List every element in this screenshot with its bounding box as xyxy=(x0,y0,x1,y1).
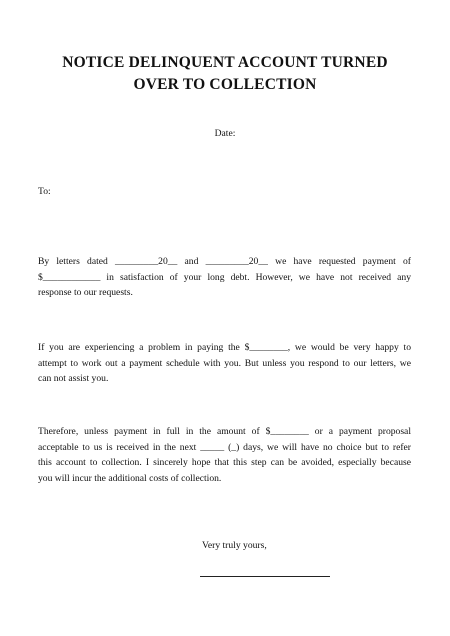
paragraph-2-line-3: can not assist you. xyxy=(38,373,109,384)
paragraph-collection xyxy=(38,424,411,486)
paragraph-3-line-4: you will incur the additional costs of collection. xyxy=(38,472,222,484)
paragraph-letters xyxy=(38,254,411,301)
paragraph-problem xyxy=(38,340,411,387)
paragraph-3-line-1: Therefore, unless payment in full in the amount of $________ or a payment proposal xyxy=(38,426,411,437)
to-label: To: xyxy=(38,186,51,197)
paragraph-2-line-1: If you are experiencing a problem in paying the $________, we would be very happy to xyxy=(38,342,411,353)
paragraph-1-line-1: By letters dated _________20__ and _________20__ we have requested payment of xyxy=(38,256,411,267)
paragraph-1-line-2: $____________ in satisfaction of your long debt. However, we have not received any xyxy=(38,271,411,283)
date-label: Date: xyxy=(214,128,236,139)
title-line-2: OVER TO COLLECTION xyxy=(133,76,317,93)
document-title xyxy=(0,52,450,96)
closing-salutation: Very truly yours, xyxy=(202,540,267,551)
title-line-1: NOTICE DELINQUENT ACCOUNT TURNED xyxy=(62,54,388,71)
paragraph-2-line-2: attempt to work out a payment schedule with you. But unless you respond to our letters, we xyxy=(38,357,411,369)
signature-line xyxy=(200,576,330,577)
paragraph-1-line-3: response to our requests. xyxy=(38,287,133,298)
paragraph-3-line-3: this account to collection. I sincerely hope that this step can be avoided, especially because xyxy=(38,457,411,468)
paragraph-3-line-2: acceptable to us is received in the next _____ (_) days, we will have no choice but to refer xyxy=(38,441,411,453)
